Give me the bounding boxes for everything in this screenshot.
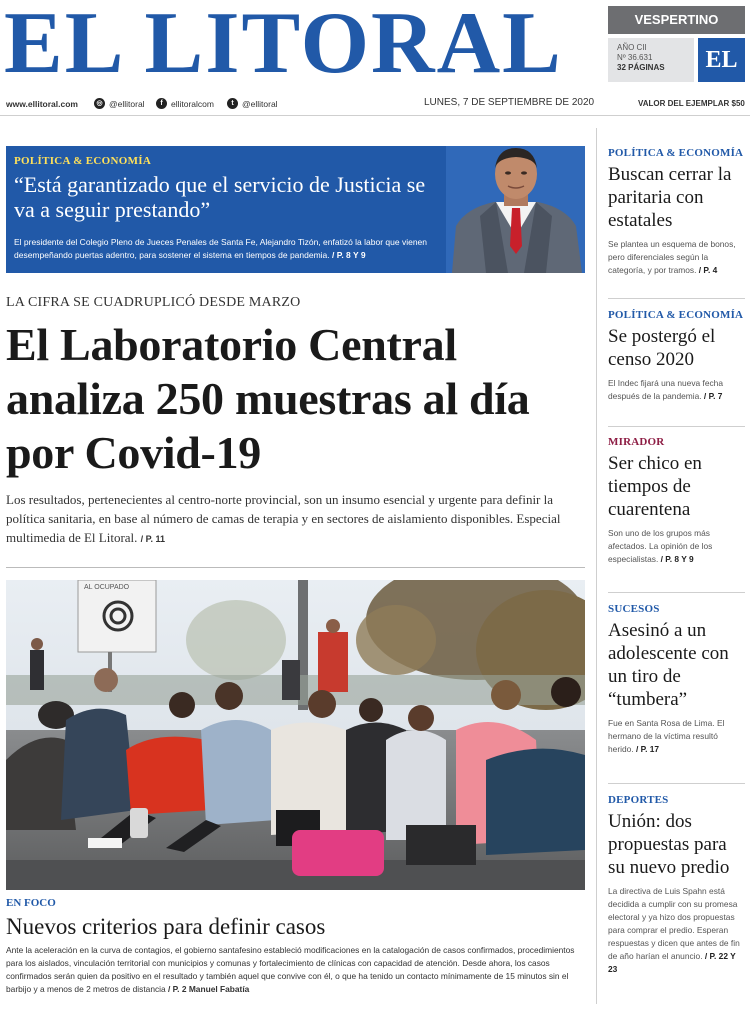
people-waiting-photo[interactable] (6, 580, 585, 890)
sidebar-divider (608, 592, 745, 593)
main-story-kicker: LA CIFRA SE CUADRUPLICÓ DESDE MARZO (6, 295, 301, 310)
sidebar-divider (608, 298, 745, 299)
en-foco-byline: Manuel Fabatía (188, 984, 250, 994)
el-badge-logo: EL (698, 38, 745, 82)
issue-box (608, 38, 745, 82)
sidebar-page-ref[interactable]: / P. 22 Y 23 (608, 951, 736, 974)
sidebar-item-censo[interactable] (608, 309, 745, 403)
top-story-summary (14, 236, 434, 262)
sidebar-summary (608, 527, 745, 566)
top-story-box[interactable] (6, 146, 585, 273)
sidebar-headline[interactable]: Asesinó a un adolescente con un tiro de “tumbera” (608, 620, 729, 710)
facebook-icon[interactable]: f (156, 98, 167, 109)
sidebar-summary (608, 717, 745, 756)
en-foco-summary (6, 944, 586, 996)
twitter-handle[interactable]: @ellitoral (242, 99, 278, 109)
sidebar-item-paritaria[interactable] (608, 147, 745, 277)
sidebar-summary (608, 238, 745, 277)
en-foco-summary-text: Ante la aceleración en la curva de contagios, el gobierno santafesino estableció modificaciones en la catalogación de casos confirmados, procedimientos para los aislados, vinculación territorial con municipios y comunas y fortalecimiento de clínicas con capacidad de atención. Desde ahora, los casos confirmados serán quien da positivo en el resultado y también aquel que convive con él, o que ha tenido un contacto mínimamente de 15 minutos sin el barbijo y a menos de 2 metros de distancia (6, 945, 575, 994)
sidebar-section[interactable]: SUCESOS (608, 603, 660, 615)
sidebar-item-sucesos[interactable] (608, 603, 745, 756)
top-story-summary-text: El presidente del Colegio Pleno de Jueces Penales de Santa Fe, Alejandro Tizón, enfatizó la labor que vienen desempeñando puertas adentro, para sostener el sistema en tiempos de pandemia. (14, 237, 427, 260)
website-link[interactable]: www.ellitoral.com (6, 99, 78, 109)
sidebar-headline[interactable]: Ser chico en tiempos de cuarentena (608, 453, 702, 520)
sidebar-page-ref[interactable]: / P. 7 (703, 391, 723, 401)
en-foco-section[interactable]: EN FOCO (6, 897, 56, 909)
sidebar-summary-text: Se plantea un esquema de bonos, pero diferenciales según la categoría, y por tramos. (608, 239, 736, 275)
newspaper-logo[interactable]: EL LITORAL (4, 0, 563, 92)
sidebar-headline[interactable]: Buscan cerrar la paritaria con estatales (608, 164, 732, 231)
sidebar-divider (608, 426, 745, 427)
twitter-icon[interactable]: t (227, 98, 238, 109)
sidebar-item-deportes[interactable] (608, 794, 745, 976)
issue-year: AÑO CII (617, 43, 647, 52)
sidebar-headline[interactable]: Unión: dos propuestas para su nuevo predio (608, 811, 730, 878)
main-story-page-ref[interactable]: / P. 11 (140, 534, 166, 544)
divider (6, 567, 585, 568)
top-story-headline[interactable]: “Está garantizado que el servicio de Justicia se va a seguir prestando” (14, 172, 426, 222)
issue-info (608, 38, 694, 82)
top-story-section[interactable]: POLÍTICA & ECONOMÍA (14, 155, 152, 167)
sidebar-section[interactable]: DEPORTES (608, 794, 669, 806)
judge-portrait-photo (446, 146, 585, 273)
sidebar-summary-text: Fue en Santa Rosa de Lima. El hermano de la víctima resultó herido. (608, 718, 725, 754)
top-story-page-ref[interactable]: / P. 8 Y 9 (332, 250, 366, 260)
sidebar-summary (608, 377, 745, 403)
info-bar (0, 94, 750, 116)
main-story-headline[interactable]: El Laboratorio Central analiza 250 muestras al día por Covid-19 (6, 319, 530, 478)
main-story-summary-text: Los resultados, pertenecientes al centro-norte provincial, son un insumo esencial y urgente para definir la política sanitaria, en base al número de camas de terapia y en sectores de aislamiento disponibles. Especial multimedia de El Litoral. (6, 492, 561, 545)
sidebar-section[interactable]: MIRADOR (608, 436, 665, 448)
sidebar-summary-text: El Indec fijará una nueva fecha después de la pandemia. (608, 378, 724, 401)
masthead (0, 0, 750, 92)
sidebar-page-ref[interactable]: / P. 8 Y 9 (660, 554, 694, 564)
sidebar-page-ref[interactable]: / P. 17 (635, 744, 660, 754)
en-foco-headline[interactable]: Nuevos criterios para definir casos (6, 914, 326, 939)
sidebar-section[interactable]: POLÍTICA & ECONOMÍA (608, 309, 744, 321)
sidebar-page-ref[interactable]: / P. 4 (698, 265, 718, 275)
issue-number: Nº 36.631 (617, 53, 653, 62)
sidebar-divider (608, 783, 745, 784)
sidebar-headline[interactable]: Se postergó el censo 2020 (608, 326, 716, 370)
sidebar-summary-text: Son uno de los grupos más afectados. La opinión de los especialistas. (608, 528, 713, 564)
edition-label: VESPERTINO (608, 6, 745, 34)
issue-price: VALOR DEL EJEMPLAR $50 (638, 99, 745, 108)
main-story-summary (6, 490, 584, 549)
issue-pages: 32 PÁGINAS (617, 63, 665, 72)
sidebar-section[interactable]: POLÍTICA & ECONOMÍA (608, 147, 744, 159)
instagram-handle[interactable]: @ellitoral (109, 99, 145, 109)
column-divider (596, 128, 597, 1004)
instagram-icon[interactable]: ◎ (94, 98, 105, 109)
en-foco-page-ref[interactable]: / P. 2 (168, 984, 187, 994)
sidebar-summary-text: La directiva de Luis Spahn está decidida a cumplir con su promesa electoral y ya hizo dos propuestas para comprar el predio. Esperan respuestas y dicen que antes de fin de año harían el anuncio. (608, 886, 740, 961)
issue-date: LUNES, 7 DE SEPTIEMBRE DE 2020 (424, 97, 595, 108)
sidebar-summary (608, 885, 745, 976)
facebook-handle[interactable]: ellitoralcom (171, 99, 214, 109)
photo-sign-text: AL OCUPADO (84, 584, 130, 591)
sidebar-item-mirador[interactable] (608, 436, 745, 566)
